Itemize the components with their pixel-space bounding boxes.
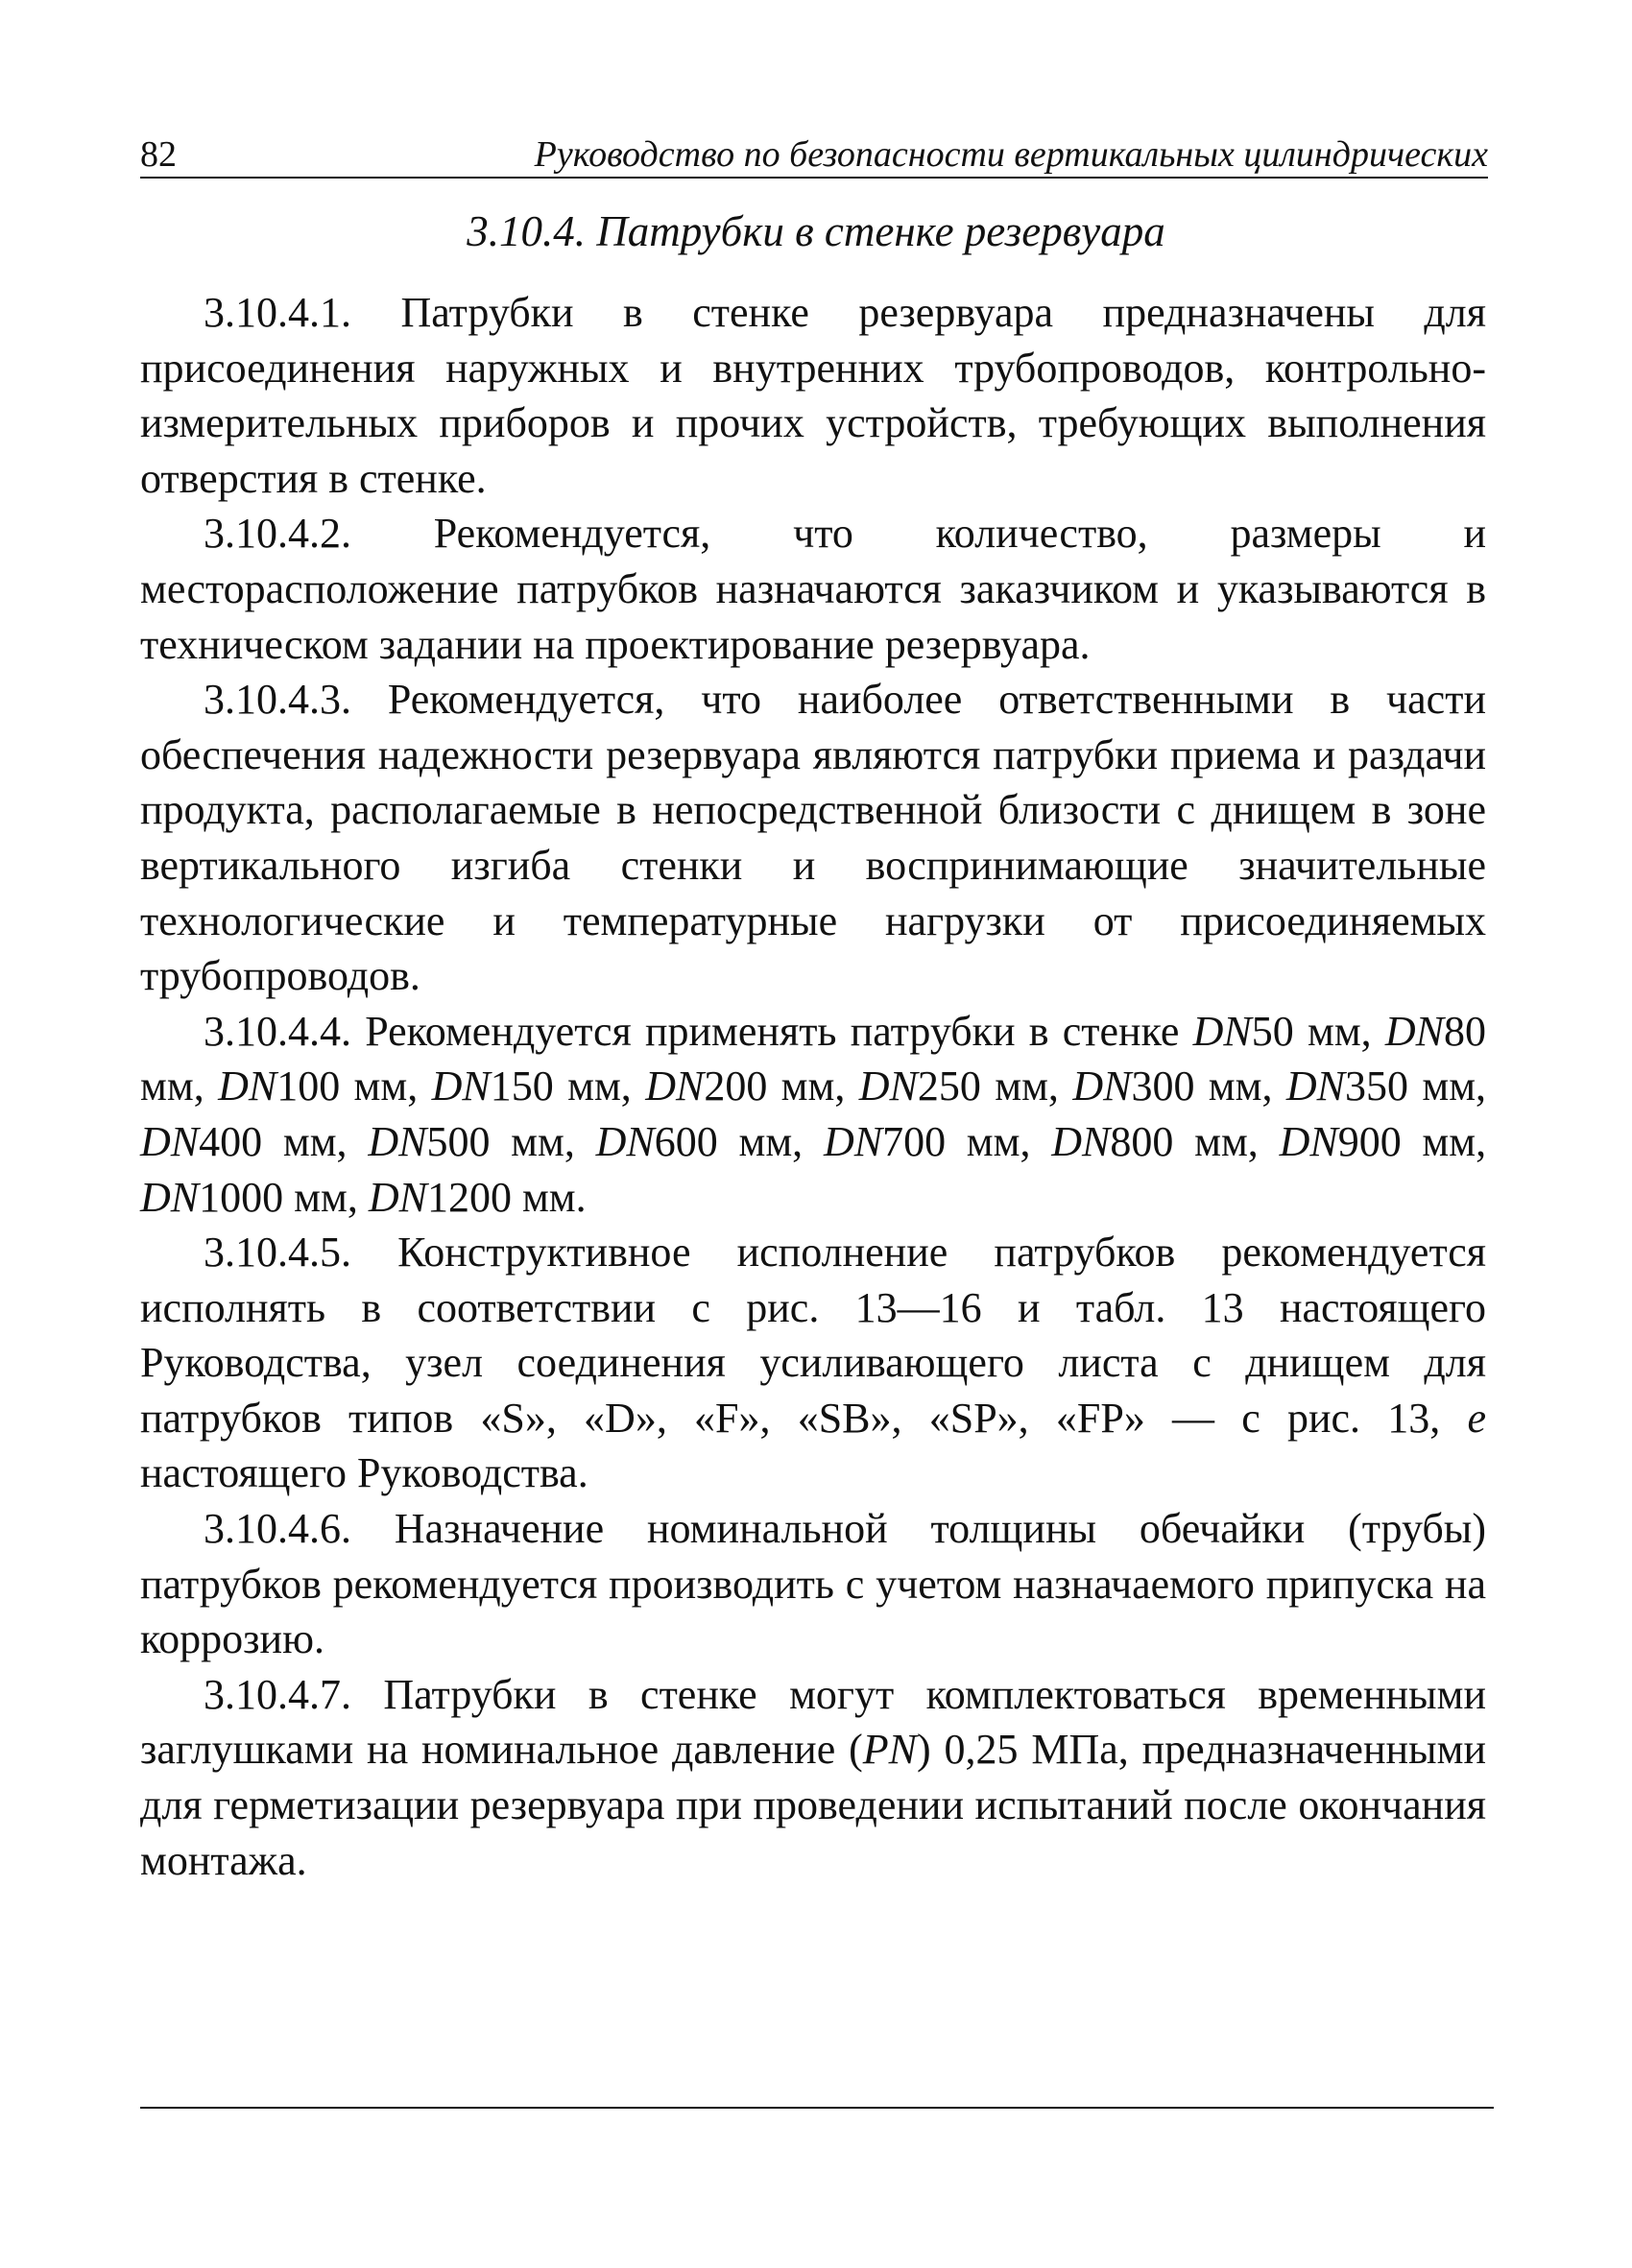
dn-label: DN xyxy=(1192,1007,1252,1055)
dn-label: DN xyxy=(1072,1062,1132,1110)
dn-size-item xyxy=(369,1174,587,1221)
dn-size-item xyxy=(1193,1008,1372,1055)
paragraph-3-10-4-5-tail: настоящего Руководства. xyxy=(140,1449,588,1497)
dn-size-value: 1200 мм. xyxy=(426,1173,587,1221)
paragraph-3-10-4-5 xyxy=(140,1225,1486,1501)
dn-label: DN xyxy=(140,1173,200,1221)
dn-label: DN xyxy=(431,1062,491,1110)
paragraph-3-10-4-5-text: 3.10.4.5. Конструктивное исполнение патрубков рекомендуется исполнять в соответствии с рис. 13—16 и табл. 13 настоящего Руководства, узел соединения усиливающего листа с днищем для патрубков типов «S», «D», «F», «SB», «SP», «FP» — с рис. 13, xyxy=(140,1229,1486,1442)
dn-size-item xyxy=(140,1174,358,1221)
dn-label: DN xyxy=(218,1062,277,1110)
dn-size-value: 200 мм, xyxy=(704,1062,846,1110)
paragraph-3-10-4-7-text: 3.10.4.7. Патрубки в стенке могут комплектоваться временными заглушками на номинальное давление ( xyxy=(140,1670,1486,1774)
dn-size-value: 900 мм, xyxy=(1337,1117,1487,1165)
paragraph-3-10-4-3: 3.10.4.3. Рекомендуется, что наиболее ответственными в части обеспечения надежности резервуара являются патрубки приема и раздачи продукта, располагаемые в непосредственной близости с днищем в зоне вертикального изгиба стенки и воспринимающие значительные технологические и температурные нагрузки от присоединяемых трубопроводов. xyxy=(140,676,1486,1000)
page-number: 82 xyxy=(140,134,177,175)
dn-size-value: 350 мм, xyxy=(1345,1062,1487,1110)
footer-rule xyxy=(140,2107,1494,2109)
running-header-title: Руководство по безопасности вертикальных цилиндрических xyxy=(534,134,1488,175)
paragraph-3-10-4-4 xyxy=(140,1004,1486,1225)
dn-label: DN xyxy=(1051,1117,1111,1165)
dn-size-item xyxy=(368,1118,575,1165)
dn-size-value: 150 мм, xyxy=(490,1062,632,1110)
dn-size-item xyxy=(218,1062,418,1110)
dn-size-value: 800 мм, xyxy=(1110,1117,1259,1165)
paragraph-3-10-4-6: 3.10.4.6. Назначение номинальной толщины обечайки (трубы) патрубков рекомендуется производить с учетом назначаемого припуска на коррозию. xyxy=(140,1505,1486,1663)
dn-label: DN xyxy=(1384,1007,1445,1055)
dn-size-value: 100 мм, xyxy=(276,1062,419,1110)
dn-size-value: 400 мм, xyxy=(199,1117,348,1165)
dn-size-value: 1000 мм, xyxy=(199,1173,358,1221)
dn-size-item xyxy=(859,1062,1059,1110)
paragraph-3-10-4-2: 3.10.4.2. Рекомендуется, что количество, размеры и месторасположение патрубков назначаются заказчиком и указываются в техническом задании на проектирование резервуара. xyxy=(140,510,1486,668)
dn-label: DN xyxy=(858,1062,918,1110)
running-header xyxy=(140,132,1488,179)
dn-size-value: 50 мм, xyxy=(1251,1007,1372,1055)
dn-label: DN xyxy=(1279,1117,1338,1165)
dn-size-value: 80 мм, xyxy=(140,1007,1487,1110)
dn-label: DN xyxy=(595,1117,655,1165)
dn-label: DN xyxy=(368,1117,427,1165)
dn-size-item xyxy=(432,1062,632,1110)
dn-size-item xyxy=(824,1118,1031,1165)
dn-size-item xyxy=(1286,1062,1486,1110)
dn-label: DN xyxy=(1285,1062,1345,1110)
dn-size-value: 300 мм, xyxy=(1131,1062,1273,1110)
section-heading: 3.10.4. Патрубки в стенке резервуара xyxy=(467,207,1165,255)
paragraph-3-10-4-7 xyxy=(140,1667,1486,1888)
body-text xyxy=(140,285,1486,1888)
dn-label: DN xyxy=(368,1173,427,1221)
dn-size-item xyxy=(140,1118,348,1165)
dn-size-value: 500 мм, xyxy=(426,1117,575,1165)
dn-size-value: 250 мм, xyxy=(917,1062,1059,1110)
dn-label: DN xyxy=(140,1117,200,1165)
dn-size-item xyxy=(1051,1118,1259,1165)
paragraph-3-10-4-4-intro: 3.10.4.4. Рекомендуется применять патрубки в стенке xyxy=(204,1007,1180,1055)
paragraph-3-10-4-7-tail: ) 0,25 МПа, предназначенными для герметизации резервуара при проведении испытаний после окончания монтажа. xyxy=(140,1726,1486,1884)
paragraph-3-10-4-1: 3.10.4.1. Патрубки в стенке резервуара предназначены для присоединения наружных и внутренних трубопроводов, контрольно-измерительных приборов и прочих устройств, требующих выполнения отверстия в стенке. xyxy=(140,289,1486,502)
dn-size-item xyxy=(645,1062,845,1110)
dn-size-value: 700 мм, xyxy=(882,1117,1031,1165)
dn-size-value: 600 мм, xyxy=(654,1117,804,1165)
dn-label: DN xyxy=(645,1062,705,1110)
dn-size-item xyxy=(596,1118,804,1165)
dn-size-item xyxy=(1280,1118,1487,1165)
dn-size-item xyxy=(1072,1062,1272,1110)
pn-label: PN xyxy=(862,1726,917,1774)
dn-label: DN xyxy=(823,1117,883,1165)
figure-variant-letter: е xyxy=(1467,1394,1487,1442)
